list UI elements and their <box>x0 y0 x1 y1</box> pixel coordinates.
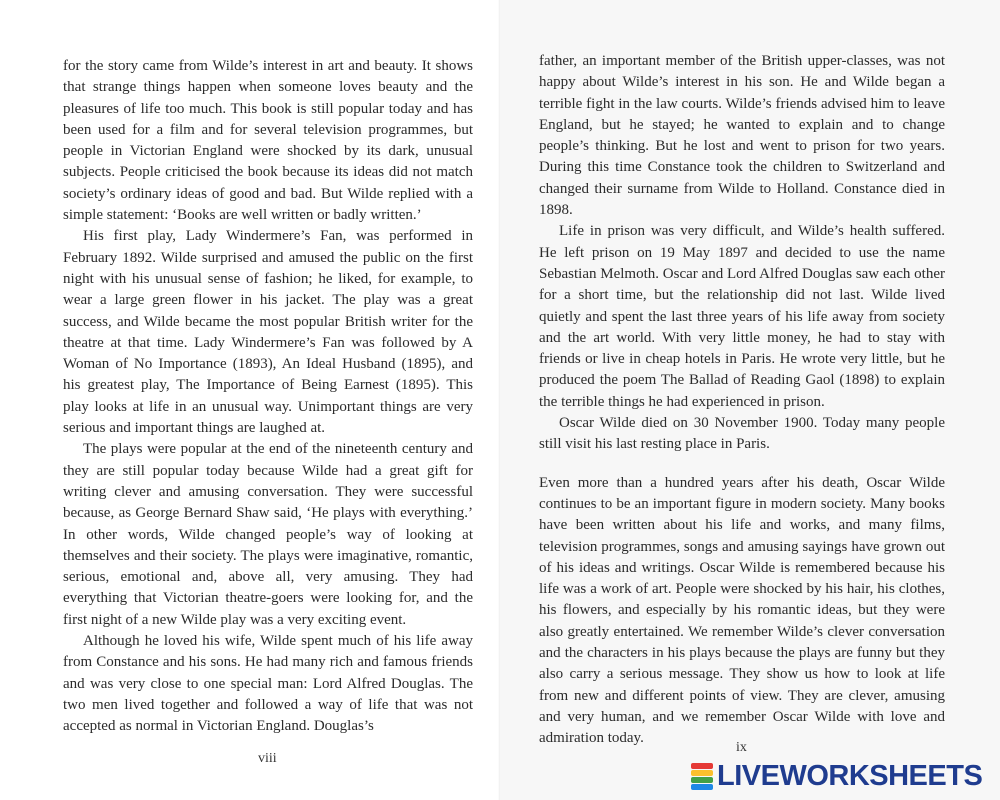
paragraph: Even more than a hundred years after his death, Oscar Wilde continues to be an important figure in modern society. Many books have been written about his life and works, and many films, television programmes, songs and amusing sayings have grown out of his ideas and writings. Oscar Wilde is remembered because his life was a work of art. People were shocked by his hair, his clothes, his flowers, and especially by his romantic ideas, but they were also greatly entertained. We remember Wilde’s clever conversation and the characters in his plays because the plays are funny but they also carry a serious message. They show us how to look at life from new and different points of view. They are clever, amusing and very human, and we remember Oscar Wilde with love and admiration today. <box>539 474 945 747</box>
page-number-left: viii <box>258 751 277 766</box>
right-page-text <box>539 51 945 750</box>
paragraph: The plays were popular at the end of the nineteenth century and they are still popular today because Wilde had a great gift for writing clever and amusing conversation. They were successful because, as George Bernard Shaw said, ‘He plays with everything.’ In other words, Wilde changed people’s way of looking at themselves and their society. The plays were imaginative, romantic, serious, emotional and, above all, very amusing. They had everything that Victorian theatre-goers were looking for, and the first night of a new Wilde play was a very exciting event. <box>63 441 473 628</box>
paragraph: father, an important member of the British upper-classes, was not happy about Wilde’s interest in his son. He and Wilde began a terrible fight in the law courts. Wilde’s friends advised him to leave England, but he stayed; he wanted to explain and to change people’s thinking. But he lost and went to prison for two years. During this time Constance took the children to Switzerland and changed their surname from Wilde to Holland. Constance died in 1898. <box>539 53 945 219</box>
paragraph: for the story came from Wilde’s interest in art and beauty. It shows that strange things happen when someone loves beauty and the pleasures of life too much. This book is still popular today and has been used for a film and for several television programmes, but people in Victorian England were shocked by its dark, unusual subjects. People criticised the book because its ideas did not match society’s ordinary ideas of good and bad. But Wilde replied with a simple statement: ‘Books are well written or badly written.’ <box>63 58 473 224</box>
liveworksheets-logo <box>691 760 982 793</box>
paragraph: Life in prison was very difficult, and Wilde’s health suffered. He left prison on 19 May 1897 and decided to use the name Sebastian Melmoth. Oscar and Lord Alfred Douglas saw each other for a short time, but the relationship did not last. Wilde lived quietly and spent the last three years of his life away from society and the art world. With very little money, he had to stay with friends or live in cheap hotels in Paris. He wrote very little, but he produced the poem The Ballad of Reading Gaol (1898) to explain the terrible things he had experienced in prison. <box>539 223 945 410</box>
logo-mark-icon <box>691 763 713 791</box>
paragraph: Oscar Wilde died on 30 November 1900. Today many people still visit his last resting place in Paris. <box>539 415 945 453</box>
right-page <box>500 0 1000 800</box>
left-page-text <box>63 56 473 738</box>
paragraph: His first play, Lady Windermere’s Fan, was performed in February 1892. Wilde surprised and amused the public on the first night with his unusual sense of fashion; he liked, for example, to wear a large green flower in his jacket. The play was a great success, and Wilde became the most popular British writer for the theatre at that time. Lady Windermere’s Fan was followed by A Woman of No Importance (1893), An Ideal Husband (1895), and his greatest play, The Importance of Being Earnest (1895). This play looks at life in an unusual way. Unimportant things are very serious and important things are laughed at. <box>63 228 473 437</box>
logo-text: LIVEWORKSHEETS <box>717 760 983 792</box>
paragraph: Although he loved his wife, Wilde spent much of his life away from Constance and his sons. He had many rich and famous friends and was very close to one special man: Lord Alfred Douglas. The two men lived together and followed a way of life that was not accepted as normal in Victorian England. Douglas’s <box>63 633 473 735</box>
page-number-right: ix <box>736 740 747 755</box>
